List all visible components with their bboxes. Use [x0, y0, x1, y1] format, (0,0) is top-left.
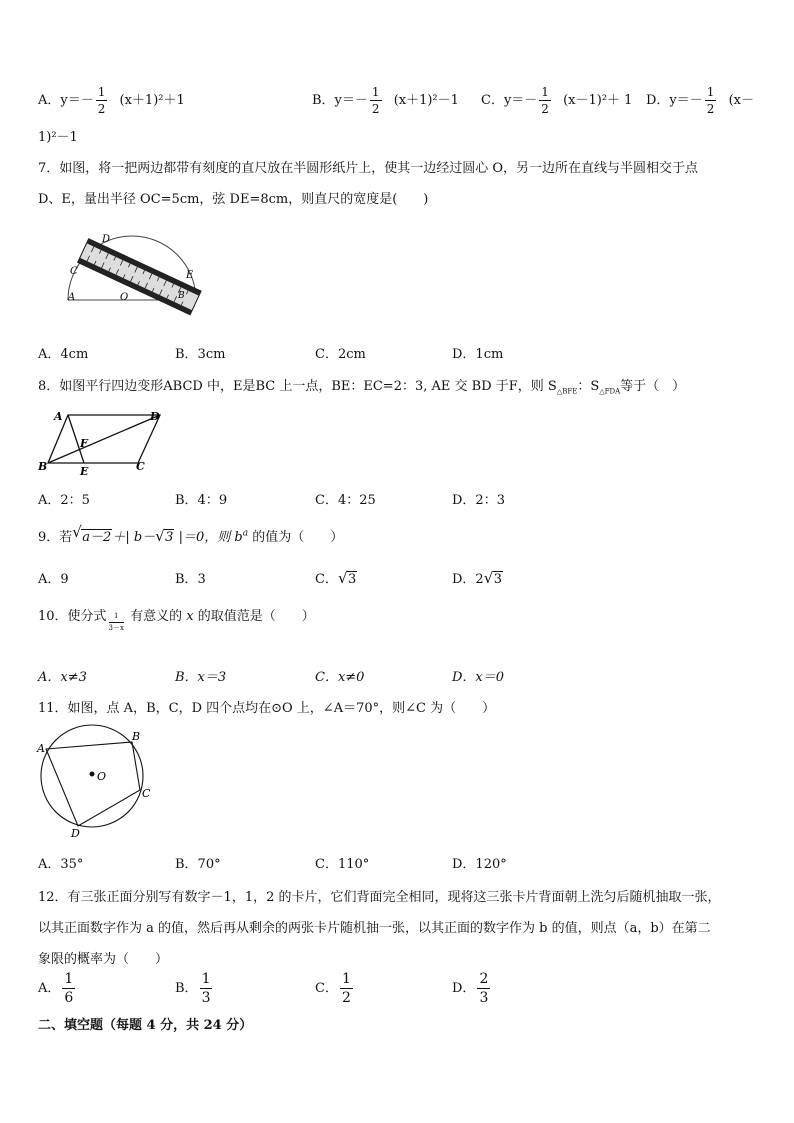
q11-option-d: D．120° — [452, 857, 507, 872]
q8-option-c: C．4：25 — [315, 493, 376, 508]
label-f: F — [80, 437, 88, 450]
fraction: $\frac{1}{3}$ — [201, 971, 211, 1006]
q11-option-a: A．35° — [38, 857, 84, 872]
q12-option-d: D． $\frac{2}{3}$ — [452, 971, 489, 1006]
label-e: E — [186, 270, 194, 281]
label-c: C — [136, 460, 145, 473]
q11-option-b: B．70° — [175, 857, 221, 872]
q12-text-line1: 12．有三张正面分别写有数字－1，1，2 的卡片，它们背面完全相同，现将这三张卡片背面朝上洗匀后随机抽取一张， — [38, 890, 721, 905]
fraction: $\frac{1}{6}$ — [64, 971, 74, 1006]
ruler — [78, 239, 201, 315]
q9-option-d: D．2 √ 3 — [452, 569, 502, 587]
q6-option-b: B．y＝－ $\frac{1}{2}$ (x＋1)²－1 — [312, 85, 459, 116]
label-a: A — [37, 742, 45, 755]
q12-text-line2: 以其正面数字作为 a 的值，然后再从剩余的两张卡片随机抽一张，以其正面的数字作为 b 的值，则点（a，b）在第二 — [38, 921, 711, 936]
q9-option-a: A．9 — [38, 572, 69, 587]
label-o: O — [97, 770, 107, 783]
q11-text: 11．如图，点 A，B，C，D 四个点均在⊙O 上，∠A＝70°，则∠C 为（ ） — [38, 701, 496, 716]
fraction: $\frac{2}{3}$ — [479, 971, 489, 1006]
label-d: D — [150, 410, 160, 423]
q10-option-d: D．x＝0 — [452, 670, 505, 685]
label-a: A — [68, 292, 76, 303]
square-root: √ 3 — [337, 569, 357, 587]
q8-text: 8．如图平行四边变形ABCD 中，E是BC 上一点，BE：EC=2：3, AE 交 BD 于F，则 $S_{\triangle BFE}$：$S_{\triangle FDA}$等于（ ） — [38, 379, 686, 396]
fraction: $\frac{1}{2}$ — [97, 85, 106, 116]
q8-option-b: B．4：9 — [175, 493, 228, 508]
q10-text: 10．使分式 $\frac{1}{3-x}$ 有意义的 x 的取值范是（ ） — [38, 609, 315, 632]
q10-option-a: A．x≠3 — [38, 670, 87, 685]
label-d: D — [71, 827, 80, 840]
fraction: $\frac{1}{2}$ — [371, 85, 380, 116]
label-c: C — [142, 787, 151, 800]
q7-ruler-semicircle-figure — [58, 230, 208, 318]
center-point-o — [90, 772, 95, 777]
label-o: O — [120, 292, 129, 303]
q9-text: 9．若 √ a－2＋| b－ √ 3 |＝0，则 $b^a$ 的值为（ ） — [38, 523, 344, 545]
q6-option-d-continued: 1)²－1 — [38, 130, 78, 145]
square-root: √ 3 — [155, 527, 174, 545]
q7-option-b: B．3cm — [175, 347, 226, 362]
q8-parallelogram-figure — [38, 408, 168, 476]
q6-option-c: C．y＝－ $\frac{1}{2}$ (x－1)²＋ 1 — [481, 85, 633, 116]
label-e: E — [80, 465, 89, 476]
q11-circle-figure — [36, 722, 156, 840]
q10-option-c: C．x≠0 — [315, 670, 365, 685]
q11-option-c: C．110° — [315, 857, 370, 872]
q10-option-b: B．x＝3 — [175, 670, 227, 685]
fraction: $\frac{1}{2}$ — [541, 85, 549, 116]
q7-option-a: A．4cm — [38, 347, 89, 362]
q12-option-b: B． $\frac{1}{3}$ — [175, 971, 211, 1006]
q7-option-d: D．1cm — [452, 347, 504, 362]
label-d: D — [102, 234, 111, 245]
q6-option-d: D．y＝－ $\frac{1}{2}$ (x－ — [646, 85, 754, 116]
q8-option-a: A．2：5 — [38, 493, 90, 508]
q7-text-line2: D、E，量出半径 OC=5cm，弦 DE=8cm，则直尺的宽度是( ) — [38, 192, 429, 207]
label-b: B — [38, 460, 48, 473]
square-root: √ a－2 — [72, 523, 112, 545]
section-heading-fill-in: 二、填空题（每题 4 分，共 24 分） — [38, 1018, 253, 1033]
q6-option-a: A．y＝－ $\frac{1}{2}$ (x＋1)²＋1 — [38, 85, 185, 116]
square-root: √ 3 — [483, 569, 502, 587]
fraction: $\frac{1}{2}$ — [706, 85, 715, 116]
q12-option-a: A． $\frac{1}{6}$ — [38, 971, 74, 1006]
q9-option-b: B．3 — [175, 572, 206, 587]
q12-text-line3: 象限的概率为（ ） — [38, 952, 169, 967]
q7-text-line1: 7．如图，将一把两边都带有刻度的直尺放在半圆形纸片上，使其一边经过圆心 O，另一边所在直线与半圆相交于点 — [38, 161, 699, 176]
q7-option-c: C．2cm — [315, 347, 366, 362]
fraction: $\frac{1}{3-x}$ — [108, 612, 124, 632]
q8-option-d: D．2：3 — [452, 493, 505, 508]
label-c: C — [70, 266, 78, 277]
fraction: $\frac{1}{2}$ — [341, 971, 351, 1006]
label-b: B — [132, 730, 141, 743]
q12-option-c: C． $\frac{1}{2}$ — [315, 971, 351, 1006]
label-b: B — [178, 291, 185, 301]
q9-option-c: C． √ 3 — [315, 569, 357, 587]
label-a: A — [54, 410, 63, 423]
